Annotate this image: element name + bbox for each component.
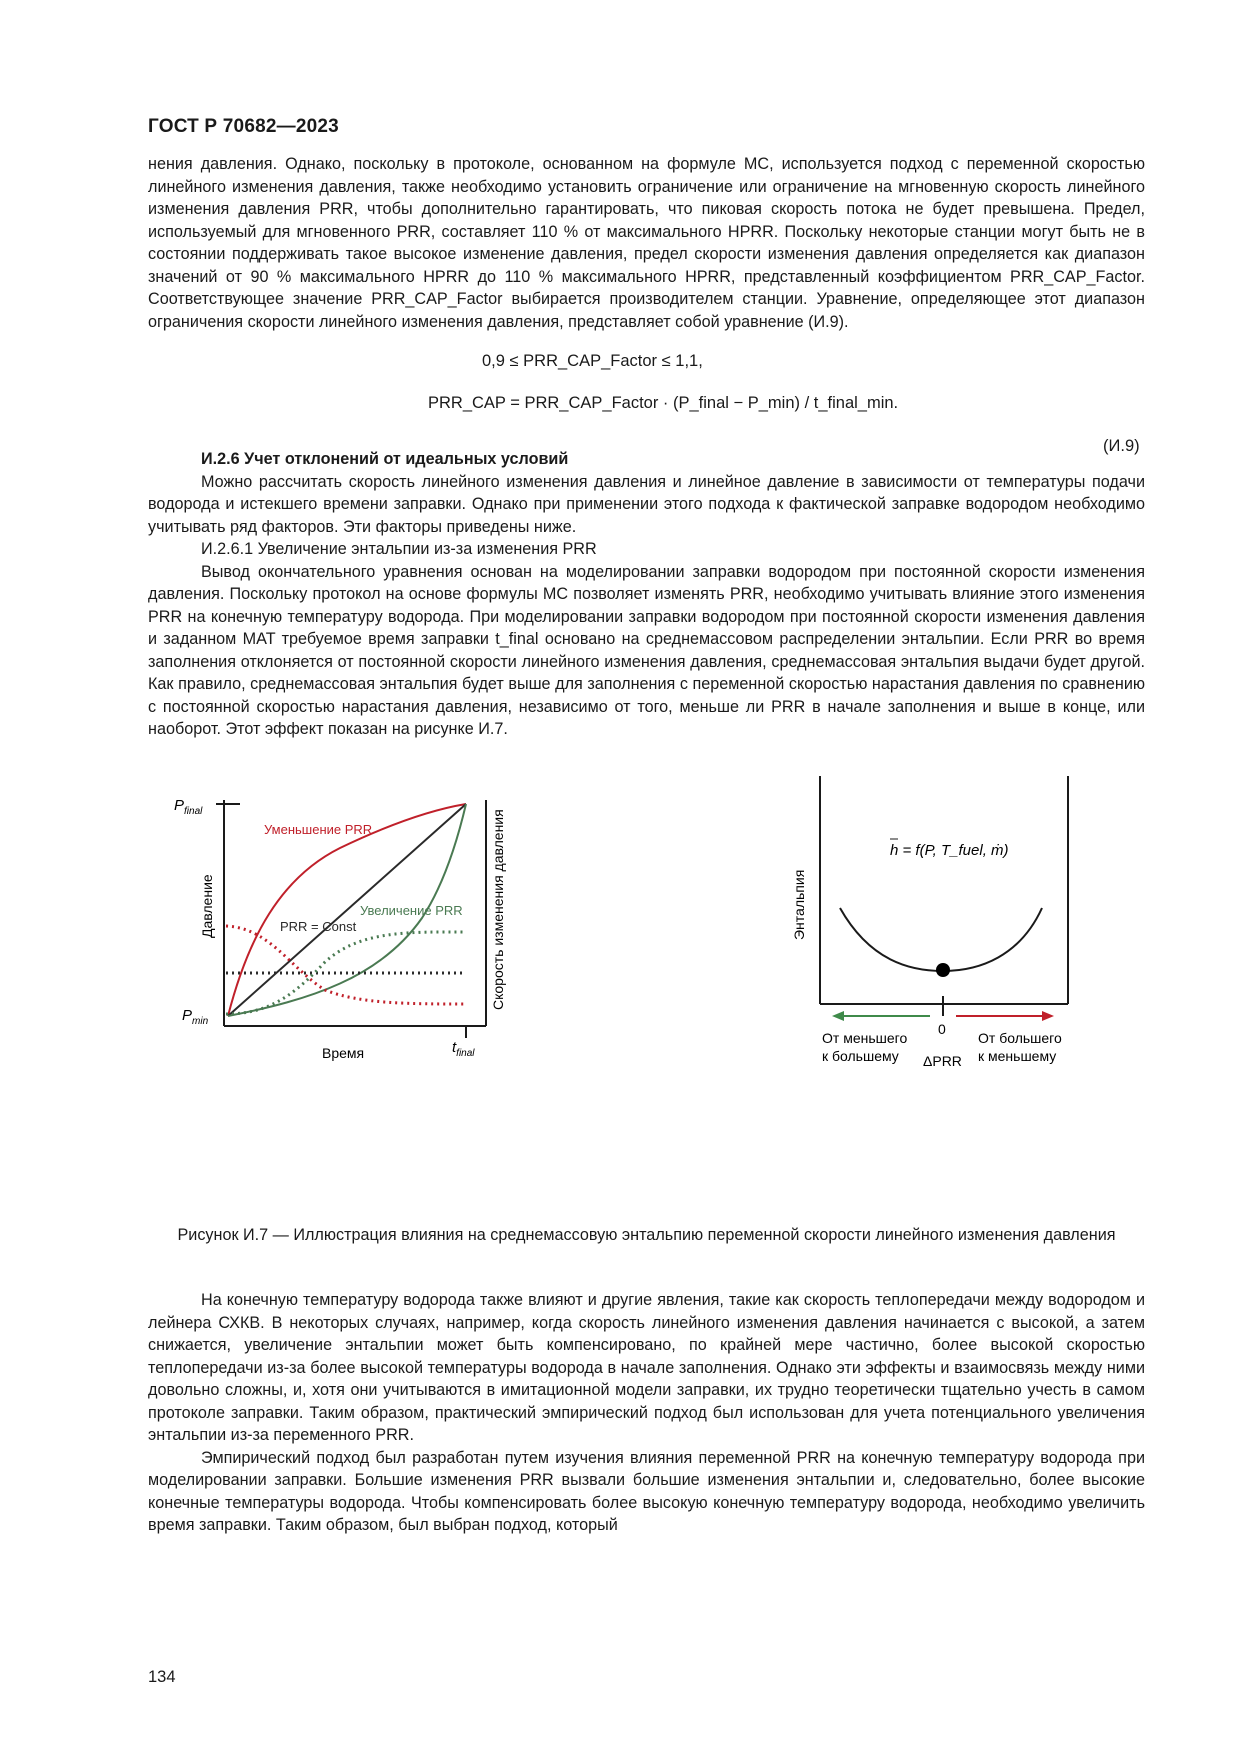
from-more-to-less-2: к меньшему: [978, 1048, 1057, 1064]
section-block: [148, 448, 1145, 741]
formula-line-2: PRR_CAP = PRR_CAP_Factor · (P_final − P_min) / t_final_min.: [428, 394, 899, 412]
increase-prr-label: Увеличение PRR: [360, 903, 463, 918]
enthalpy-curve: [840, 908, 1042, 971]
from-more-to-less-1: От большего: [978, 1030, 1062, 1046]
pressure-time-chart: [160, 768, 560, 1068]
paragraph-2: На конечную температуру водорода также влияют и другие явления, такие как скорость теплопередачи между водородом и лейнера СХКВ. В некоторых случаях, например, когда скорость линейного изменения давления начинается с высокой, а затем снижается, увеличение энтальпии может быть компенсировано, по крайней мере частично, более высокой скоростью теплопередачи из-за более высокой температуры водорода в начале заполнения. Однако эти эффекты и взаимосвязь между ними довольно сложны, и, хотя они учитываются в имитационной модели заправки, их трудно теоретически тщательно учесть в самом протоколе заправки. Таким образом, практический эмпирический подход был использован для учета потенциального увеличения энтальпии из-за переменного PRR.: [148, 1291, 1145, 1444]
from-less-to-more-2: к большему: [822, 1048, 899, 1064]
paragraph-1: [148, 153, 1145, 333]
section-title: И.2.6 Учет отклонений от идеальных условий: [201, 450, 569, 468]
right-arrow-head: [1042, 1011, 1054, 1021]
paragraph-3: Эмпирический подход был разработан путем изучения влияния переменной PRR на конечную температуру водорода при моделировании заправки. Большие изменения PRR вызвали большие изменения энтальпии и, следовательно, более высокие конечные температуры водорода. Чтобы компенсировать более высокую конечную температуру водорода, необходимо увеличить время заправки. Таким образом, был выбран подход, который: [148, 1448, 1145, 1534]
x-axis-label: Время: [322, 1045, 365, 1061]
from-less-to-more-1: От меньшего: [822, 1030, 908, 1046]
paragraph-2-block: [148, 1289, 1145, 1537]
figure-caption: Рисунок И.7 — Иллюстрация влияния на среднемассовую энтальпию переменной скорости линейного изменения давления: [177, 1226, 1116, 1244]
delta-prr-label: ΔPRR: [923, 1053, 962, 1069]
t-final-label: $t_{final}$: [452, 1039, 475, 1059]
enthalpy-formula: h = f(P, T_fuel, ṁ): [890, 842, 1009, 859]
p-min-label: $P_{min}$: [182, 1007, 209, 1027]
y2-axis-label: Скорость изменения давления: [490, 809, 506, 1010]
minimum-point: [936, 963, 950, 977]
subsection-title: И.2.6.1 Увеличение энтальпии из-за изменения PRR: [201, 540, 597, 558]
left-arrow-head: [832, 1011, 844, 1021]
page-number: 134: [148, 1668, 176, 1686]
paragraph-1-text: нения давления. Однако, поскольку в протоколе, основанном на формуле МС, используется подход с переменной скоростью линейного изменения давления, также необходимо установить ограничение или ограничение на мгновенную скорость линейного изменения давления PRR, чтобы дополнительно гарантировать, что пиковая скорость потока не будет превышена. Предел, используемый для мгновенного PRR, составляет 110 % от максимального HPRR. Поскольку некоторые станции могут быть не в состоянии поддерживать такое высокое изменение давления, предел скорости изменения давления определяется как диапазон значений от 90 % максимального HPRR до 110 % максимального HPRR, представленный коэффициентом PRR_CAP_Factor. Соответствующее значение PRR_CAP_Factor выбирается производителем станции. Уравнение, определяющее этот диапазон ограничения скорости линейного изменения давления, представляет собой уравнение (И.9).: [148, 155, 1145, 331]
decrease-prr-label: Уменьшение PRR: [264, 822, 373, 837]
enthalpy-y-label: Энтальпия: [791, 869, 807, 940]
enthalpy-chart: [780, 776, 1110, 1076]
standard-header: ГОСТ Р 70682—2023: [148, 116, 339, 137]
const-prr-label: PRR = Const: [280, 919, 357, 934]
p-final-label: $P_{final}$: [174, 797, 203, 817]
subsection-body: Вывод окончательного уравнения основан на моделировании заправки водородом при постоянной скорости изменения давления. Поскольку протокол на основе формулы МС позволяет изменять PRR, необходимо учитывать влияние этого изменения PRR на конечную температуру водорода. При моделировании заправки водородом при постоянной скорости изменения давления и заданном MAT требуемое время заправки t_final основано на среднемассовом распределении энтальпии. Если PRR во время заполнения отклоняется от постоянной скорости линейного изменения давления, среднемассовая энтальпия выдачи будет другой. Как правило, среднемассовая энтальпия будет выше для заполнения с переменной скоростью нарастания давления по сравнению с постоянной скоростью нарастания давления, независимо от того, меньше ли PRR в начале заполнения и выше в конце, или наоборот. Этот эффект показан на рисунке И.7.: [148, 562, 1145, 738]
equation-number: (И.9): [1103, 437, 1140, 455]
formula-line-1: 0,9 ≤ PRR_CAP_Factor ≤ 1,1,: [482, 352, 703, 370]
decrease-prr-rate-curve: [226, 926, 466, 1004]
y-axis-label: Давление: [199, 874, 215, 938]
section-intro: Можно рассчитать скорость линейного изменения давления и линейное давление в зависимости от температуры подачи водорода и истекшего времени заправки. Однако при применении этого подхода к фактической заправке водородом необходимо учитывать ряд факторов. Эти факторы приведены ниже.: [148, 472, 1145, 536]
zero-label: 0: [938, 1021, 946, 1037]
